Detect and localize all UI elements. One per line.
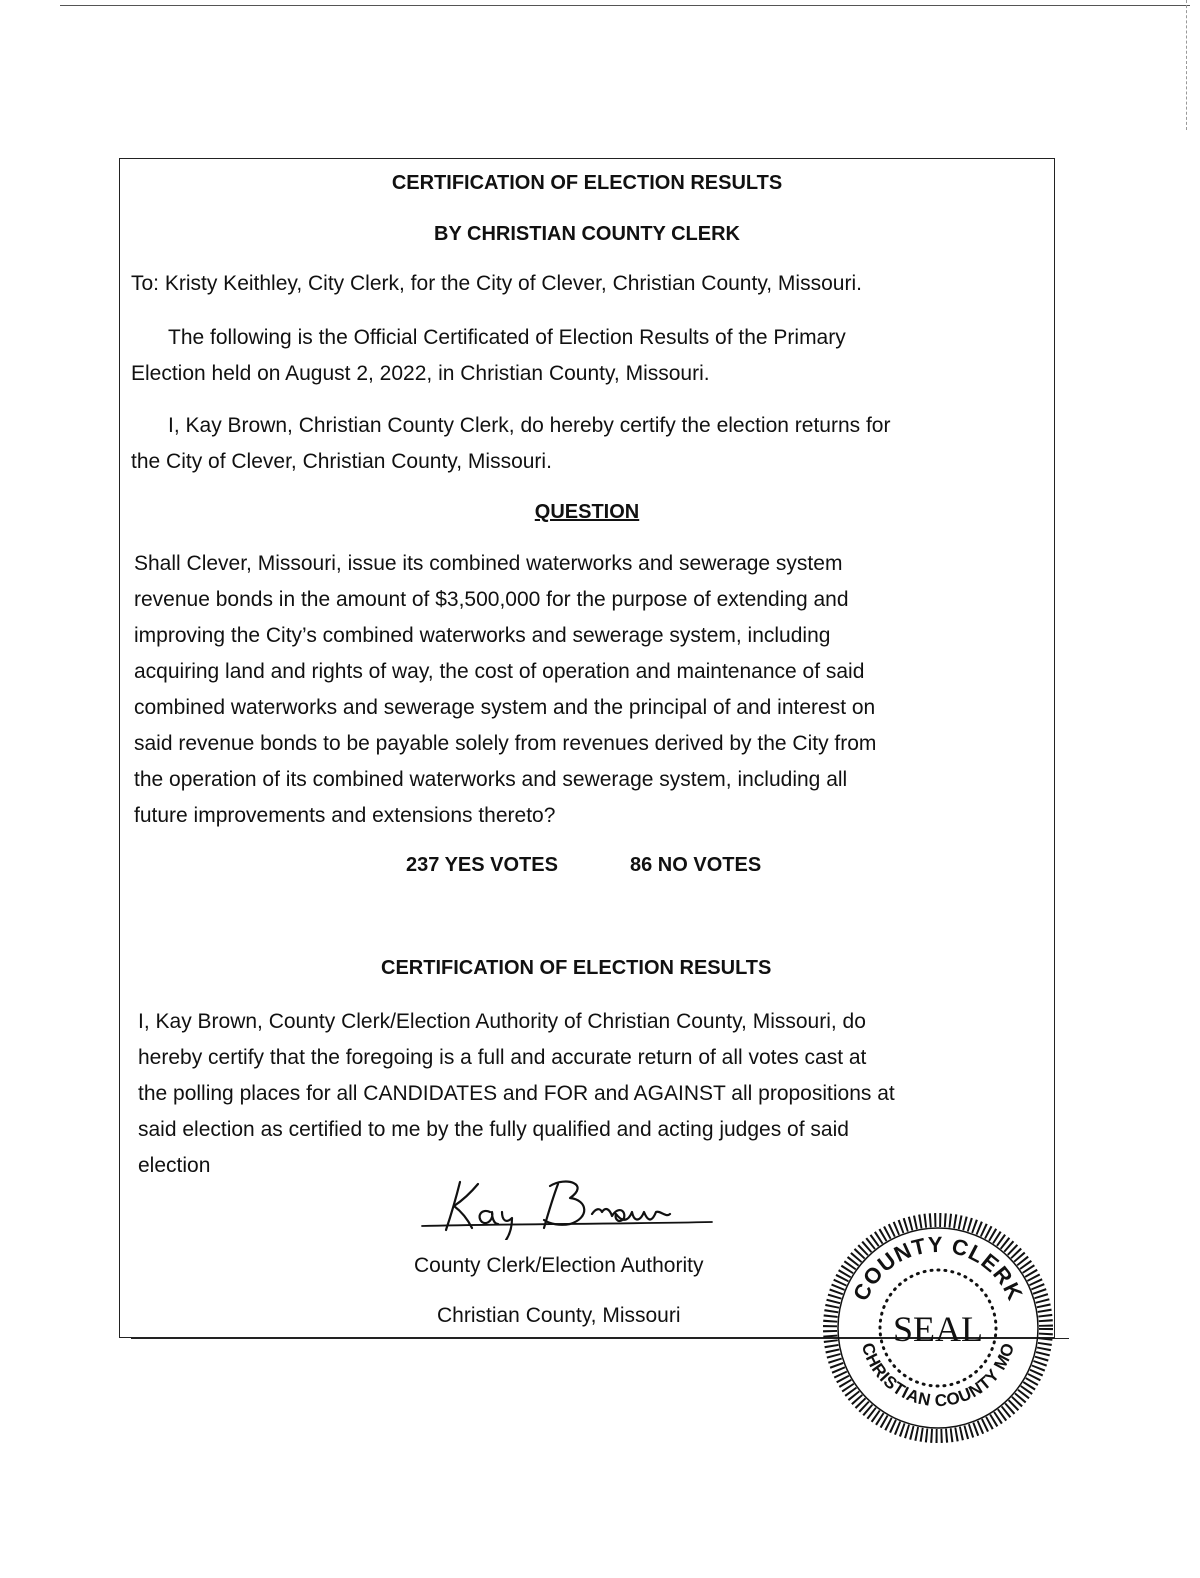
question-line: future improvements and extensions thereto? (134, 804, 556, 827)
seal-top-text: COUNTY CLERK (847, 1231, 1029, 1305)
question-line: acquiring land and rights of way, the cost of operation and maintenance of said (134, 660, 865, 683)
certification-line: the polling places for all CANDIDATES and FOR and AGAINST all propositions at (138, 1082, 895, 1105)
signer-location: Christian County, Missouri (437, 1304, 681, 1327)
certify-line-2: the City of Clever, Christian County, Missouri. (131, 450, 552, 473)
svg-text:COUNTY CLERK (848, 1232, 1028, 1305)
question-line: the operation of its combined waterworks and sewerage system, including all (134, 768, 848, 791)
handwritten-signature (420, 1170, 720, 1240)
certificate-subtitle: BY CHRISTIAN COUNTY CLERK (434, 223, 740, 245)
question-line: combined waterworks and sewerage system and the principal of and interest on (134, 696, 876, 719)
certification-line: I, Kay Brown, County Clerk/Election Authority of Christian County, Missouri, do (138, 1010, 866, 1033)
intro-line-2: Election held on August 2, 2022, in Christian County, Missouri. (131, 362, 710, 385)
certification-line: election (138, 1154, 211, 1177)
certification-line: hereby certify that the foregoing is a full and accurate return of all votes cast at (138, 1046, 867, 1069)
svg-text:CHRISTIAN COUNTY MO (858, 1340, 1018, 1410)
signer-title: County Clerk/Election Authority (414, 1254, 704, 1277)
addressee-line: To: Kristy Keithley, City Clerk, for the City of Clever, Christian County, Missouri. (131, 272, 862, 295)
question-line: said revenue bonds to be payable solely from revenues derived by the City from (134, 732, 877, 755)
certification-line: said election as certified to me by the fully qualified and acting judges of said (138, 1118, 849, 1141)
certify-line-1: I, Kay Brown, Christian County Clerk, do hereby certify the election returns for (168, 414, 891, 437)
seal-center-text: SEAL (893, 1309, 983, 1349)
page-top-rule (60, 5, 1190, 6)
question-line: revenue bonds in the amount of $3,500,000 for the purpose of extending and (134, 588, 849, 611)
page-edge-mark (1186, 0, 1187, 130)
question-line: Shall Clever, Missouri, issue its combined waterworks and sewerage system (134, 552, 843, 575)
intro-line-1: The following is the Official Certificated of Election Results of the Primary (168, 326, 846, 349)
question-line: improving the City’s combined waterworks and sewerage system, including (134, 624, 831, 647)
no-votes: 86 NO VOTES (630, 854, 762, 876)
question-heading: QUESTION (534, 501, 640, 523)
seal-bottom-text: CHRISTIAN COUNTY MO (857, 1340, 1019, 1411)
yes-votes: 237 YES VOTES (406, 854, 558, 876)
county-clerk-seal (822, 1212, 1054, 1444)
certification-heading: CERTIFICATION OF ELECTION RESULTS (381, 957, 772, 979)
certificate-title: CERTIFICATION OF ELECTION RESULTS (391, 172, 783, 194)
